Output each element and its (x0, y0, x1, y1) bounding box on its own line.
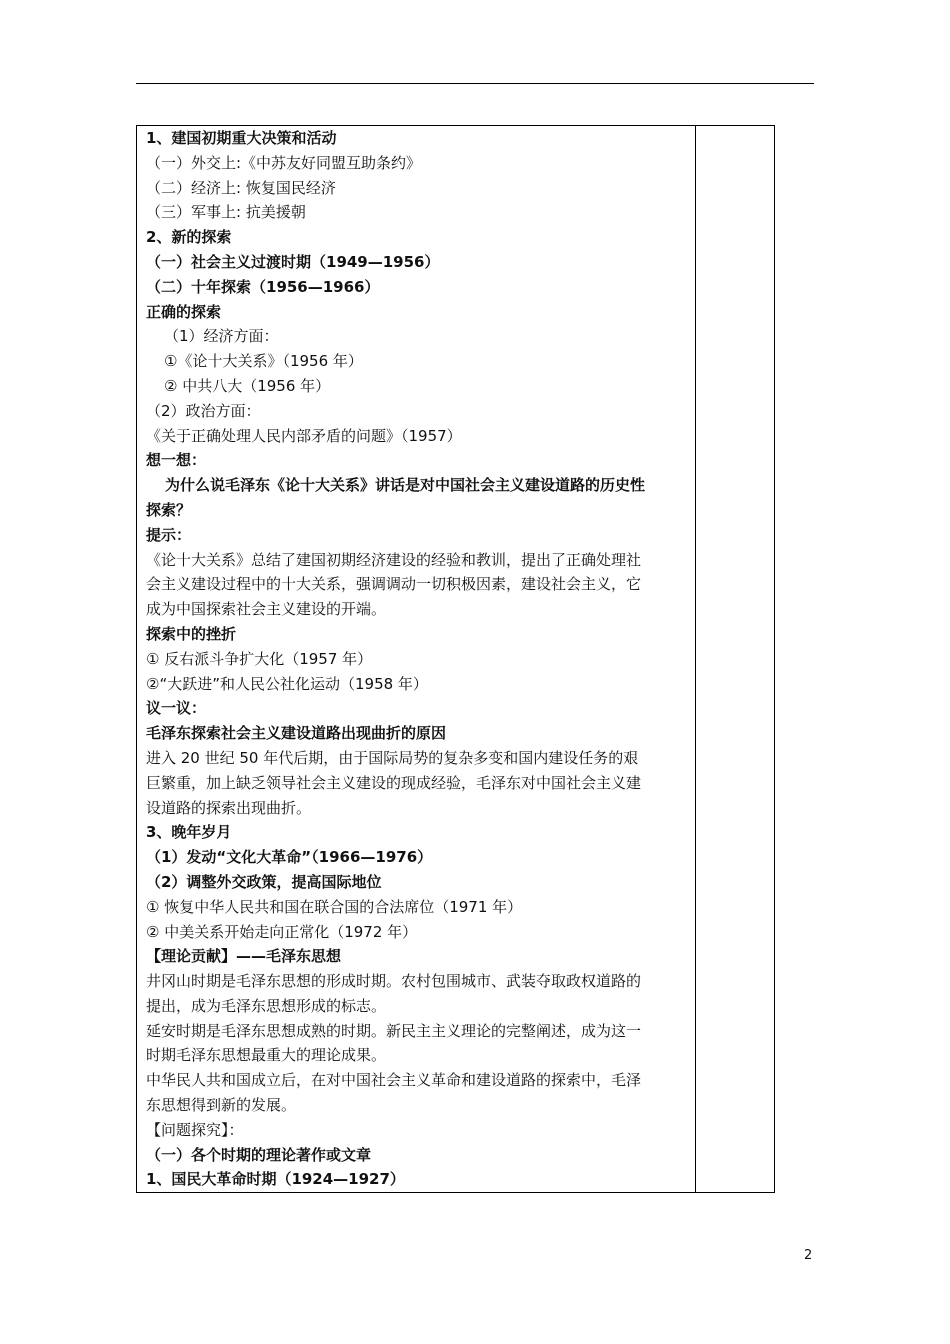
subheading-setback-reasons: 毛泽东探索社会主义建设道路出现曲折的原因 (146, 724, 447, 743)
list-item-military: （三）军事上: 抗美援朝 (146, 203, 306, 222)
paragraph-reasons-1: 进入 20 世纪 50 年代后期，由于国际局势的复杂多变和国内建设任务的艰 (146, 748, 639, 767)
list-item-political-aspect: （2）政治方面： (146, 401, 261, 420)
list-item-anti-rightist: ① 反右派斗争扩大化（1957 年） (146, 649, 373, 668)
paragraph-prc-1: 中华民人共和国成立后，在对中国社会主义革命和建设道路的探索中，毛泽 (146, 1071, 642, 1090)
subheading-correct-exploration: 正确的探索 (146, 302, 222, 321)
list-item-diplomacy: （一）外交上:《中苏友好同盟互助条约》 (146, 153, 422, 172)
table-column-divider (695, 125, 696, 1193)
paragraph-prc-2: 东思想得到新的发展。 (146, 1096, 297, 1115)
heading-problem-inquiry: 【问题探究】： (146, 1120, 244, 1139)
paragraph-hint-3: 成为中国探索社会主义建设的开端。 (146, 600, 387, 619)
list-item-economic-aspect: （1）经济方面： (164, 327, 279, 346)
heading-early-state-decisions: 1、建国初期重大决策和活动 (146, 129, 337, 147)
paragraph-hint-1: 《论十大关系》总结了建国初期经济建设的经验和教训，提出了正确处理社 (146, 550, 642, 569)
question-text: 为什么说毛泽东《论十大关系》讲话是对中国社会主义建设道路的历史性 (165, 476, 646, 495)
list-item-sino-us: ② 中美关系开始走向正常化（1972 年） (146, 922, 418, 941)
header-rule (136, 83, 814, 84)
page-number: 2 (804, 1248, 813, 1263)
subheading-ten-year-exploration: （二）十年探索（1956—1966） (146, 277, 380, 296)
heading-later-years: 3、晚年岁月 (146, 823, 232, 842)
list-item-contradictions-article: 《关于正确处理人民内部矛盾的问题》（1957） (146, 426, 462, 445)
subheading-foreign-policy: （2）调整外交政策，提高国际地位 (146, 872, 382, 891)
label-discuss: 议一议： (146, 699, 207, 718)
subheading-transition-period: （一）社会主义过渡时期（1949—1956） (146, 252, 440, 271)
main-cell (146, 126, 690, 1192)
paragraph-yanan-2: 时期毛泽东思想最重大的理论成果。 (146, 1046, 387, 1065)
list-item-ten-relations: ①《论十大关系》（1956 年） (164, 352, 363, 371)
subheading-theoretical-works: （一）各个时期的理论著作或文章 (146, 1145, 372, 1164)
paragraph-jinggangshan-2: 提出，成为毛泽东思想形成的标志。 (146, 996, 387, 1015)
paragraph-yanan-1: 延安时期是毛泽东思想成熟的时期。新民主主义理论的完整阐述，成为这一 (146, 1021, 642, 1040)
subheading-cultural-revolution: （1）发动“文化大革命”（1966—1976） (146, 848, 433, 867)
list-item-economy: （二）经济上: 恢复国民经济 (146, 178, 336, 197)
list-item-eighth-congress: ② 中共八大（1956 年） (164, 376, 331, 395)
list-item-un-seat: ① 恢复中华人民共和国在联合国的合法席位（1971 年） (146, 897, 523, 916)
question-text-cont: 探索？ (146, 500, 192, 519)
label-hint: 提示： (146, 525, 192, 544)
subheading-national-revolution: 1、国民大革命时期（1924—1927） (146, 1170, 405, 1189)
paragraph-hint-2: 会主义建设过程中的十大关系，强调调动一切积极因素，建设社会主义，它 (146, 575, 642, 594)
heading-theoretical-contribution: 【理论贡献】——毛泽东思想 (146, 947, 342, 966)
paragraph-reasons-2: 巨繁重，加上缺乏领导社会主义建设的现成经验，毛泽东对中国社会主义建 (146, 773, 642, 792)
paragraph-jinggangshan-1: 井冈山时期是毛泽东思想的形成时期。农村包围城市、武装夺取政权道路的 (146, 972, 642, 991)
label-think: 想一想： (146, 451, 207, 470)
paragraph-reasons-3: 设道路的探索出现曲折。 (146, 798, 312, 817)
subheading-setbacks: 探索中的挫折 (146, 624, 237, 643)
list-item-great-leap: ②“大跃进”和人民公社化运动（1958 年） (146, 674, 428, 693)
heading-new-exploration: 2、新的探索 (146, 228, 232, 247)
